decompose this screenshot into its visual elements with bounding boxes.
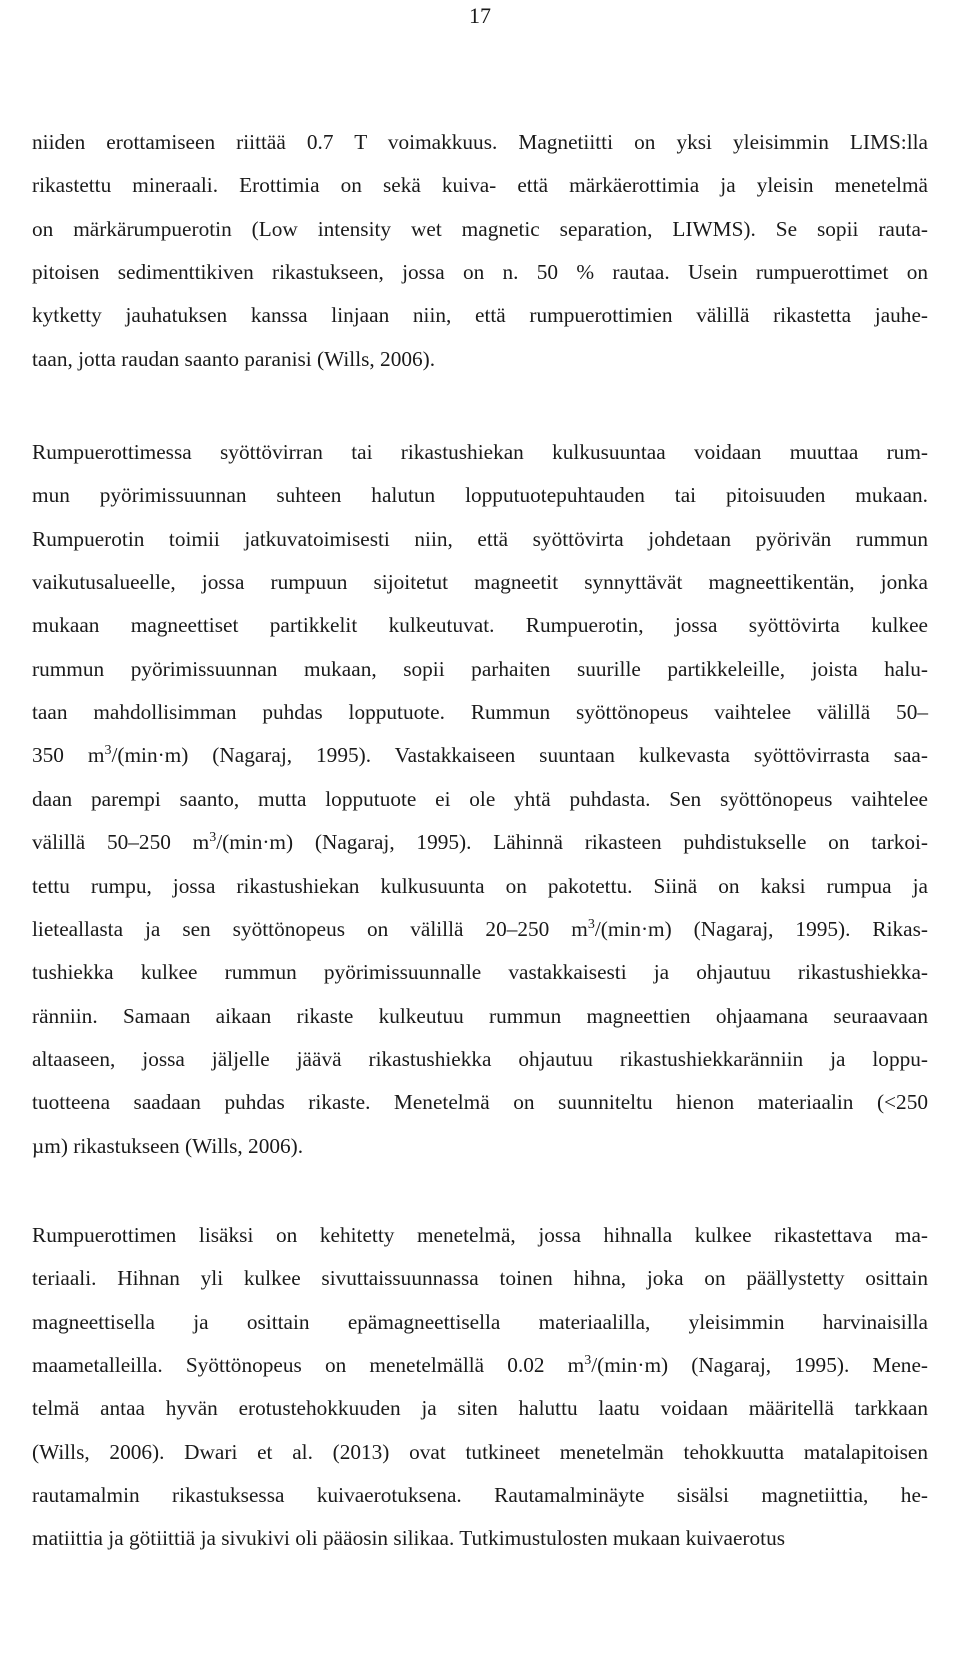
- text-run: daan parempi saanto, mutta lopputuote ei ole yhtä puhdasta. Sen syöttönopeus vaihtelee: [32, 786, 928, 811]
- text-line-content: [32, 1087, 928, 1117]
- text-line-content: [32, 567, 928, 597]
- text-line-content: [32, 1480, 928, 1510]
- text-line: [0, 1001, 960, 1031]
- text-line-content: [32, 1437, 928, 1467]
- text-run: mun pyörimissuunnan suhteen halutun lopputuotepuhtauden tai pitoisuuden mukaan.: [32, 483, 928, 508]
- text-run: 350 m: [32, 743, 105, 768]
- text-run: tettu rumpu, jossa rikastushiekan kulkusuunta on pakotettu. Siinä on kaksi rumpua ja: [32, 873, 928, 898]
- text-line: [0, 567, 960, 597]
- text-line: [0, 1523, 960, 1553]
- text-run: magneettisella ja osittain epämagneettisella materiaalilla, yleisimmin harvinaisilla: [32, 1309, 928, 1334]
- superscript: 3: [587, 916, 595, 932]
- text-line: [0, 610, 960, 640]
- text-line-content: [32, 1131, 303, 1161]
- text-run: mukaan magneettiset partikkelit kulkeutuvat. Rumpuerotin, jossa syöttövirta kulkee: [32, 613, 928, 638]
- text-line-content: [32, 1393, 928, 1423]
- text-line-content: [32, 480, 928, 510]
- text-line: [0, 697, 960, 727]
- text-line: [0, 257, 960, 287]
- text-line: [0, 214, 960, 244]
- text-run: taan mahdollisimman puhdas lopputuote. Rummun syöttönopeus vaihtelee välillä 50–: [32, 700, 928, 725]
- text-line: [0, 827, 960, 857]
- superscript: 3: [104, 743, 112, 759]
- text-run: vaikutusalueelle, jossa rumpuun sijoitetut magneetit synnyttävät magneettikentän, jonka: [32, 570, 928, 595]
- superscript: 3: [209, 830, 217, 846]
- text-line: [0, 127, 960, 157]
- text-run: tuotteena saadaan puhdas rikaste. Menetelmä on suunniteltu hienon materiaalin (<250: [32, 1090, 928, 1115]
- text-run: altaaseen, jossa jäljelle jäävä rikastushiekka ohjautuu rikastushiekkaränniin ja loppu-: [32, 1046, 928, 1071]
- text-line: [0, 300, 960, 330]
- superscript: 3: [584, 1353, 592, 1369]
- text-line: [0, 654, 960, 684]
- text-line: [0, 480, 960, 510]
- text-line: [0, 344, 960, 374]
- text-line: [0, 1263, 960, 1293]
- text-run: rikastettu mineraali. Erottimia on sekä kuiva- että märkäerottimia ja yleisin menetelmä: [32, 173, 928, 198]
- text-run: /(min·m) (Nagaraj, 1995). Rikas-: [594, 916, 928, 941]
- text-line-content: [32, 300, 928, 330]
- text-line-content: [32, 740, 928, 770]
- text-run: tushiekka kulkee rummun pyörimissuunnalle vastakkaisesti ja ohjautuu rikastushiekka-: [32, 960, 928, 985]
- text-line-content: [32, 257, 928, 287]
- text-line-content: [32, 127, 928, 157]
- text-run: /(min·m) (Nagaraj, 1995). Vastakkaiseen suuntaan kulkevasta syöttövirrasta saa-: [111, 743, 928, 768]
- text-line: [0, 437, 960, 467]
- text-line: [0, 1044, 960, 1074]
- text-line: [0, 1307, 960, 1337]
- text-line: [0, 1350, 960, 1380]
- text-line: [0, 957, 960, 987]
- text-line: [0, 1220, 960, 1250]
- text-run: (Wills, 2006). Dwari et al. (2013) ovat tutkineet menetelmän tehokkuutta matalapitoisen: [32, 1439, 928, 1464]
- text-line-content: [32, 170, 928, 200]
- text-run: pitoisen sedimenttikiven rikastukseen, jossa on n. 50 % rautaa. Usein rumpuerottimet on: [32, 260, 928, 285]
- text-run: Rumpuerottimen lisäksi on kehitetty menetelmä, jossa hihnalla kulkee rikastettava ma-: [32, 1223, 928, 1247]
- text-run: /(min·m) (Nagaraj, 1995). Lähinnä rikasteen puhdistukselle on tarkoi-: [216, 830, 928, 855]
- text-line: [0, 784, 960, 814]
- text-line-content: [32, 524, 928, 554]
- text-run: niiden erottamiseen riittää 0.7 T voimakkuus. Magnetiitti on yksi yleisimmin LIMS:lla: [32, 130, 928, 154]
- text-run: /(min·m) (Nagaraj, 1995). Mene-: [591, 1353, 929, 1378]
- text-run: on märkärumpuerotin (Low intensity wet magnetic separation, LIWMS). Se sopii rauta-: [32, 216, 928, 241]
- text-line-content: [32, 957, 928, 987]
- text-run: ränniin. Samaan aikaan rikaste kulkeutuu rummun magneettien ohjaamana seuraavaan: [32, 1003, 928, 1028]
- text-run: teriaali. Hihnan yli kulkee sivuttaissuunnassa toinen hihna, joka on päällystetty osittain: [32, 1266, 928, 1291]
- text-line-content: [32, 344, 435, 374]
- text-line: [0, 1087, 960, 1117]
- text-line-content: [32, 214, 928, 244]
- text-line: [0, 740, 960, 770]
- text-line-content: [32, 784, 928, 814]
- text-line: [0, 1437, 960, 1467]
- text-line-content: [32, 1523, 785, 1553]
- page-number: 17: [469, 3, 491, 28]
- text-line-content: [32, 1001, 928, 1031]
- text-line: [0, 914, 960, 944]
- text-run: kytketty jauhatuksen kanssa linjaan niin, että rumpuerottimien välillä rikastetta jauhe-: [32, 303, 928, 328]
- text-run: maametalleilla. Syöttönopeus on menetelmällä 0.02 m: [32, 1353, 585, 1378]
- text-line-content: [32, 1350, 928, 1380]
- text-run: matiittia ja götiittiä ja sivukivi oli pääosin silikaa. Tutkimustulosten mukaan kuivaerotus: [32, 1526, 786, 1551]
- text-run: Rumpuerottimessa syöttövirran tai rikastushiekan kulkusuuntaa voidaan muuttaa rum-: [32, 440, 928, 464]
- text-run: lieteallasta ja sen syöttönopeus on välillä 20–250 m: [32, 916, 588, 941]
- text-line-content: [32, 827, 928, 857]
- text-run: rummun pyörimissuunnan mukaan, sopii parhaiten suurille partikkeleille, joista halu-: [32, 656, 928, 681]
- text-line-content: [32, 437, 928, 467]
- text-line-content: [32, 1307, 928, 1337]
- text-line: [0, 871, 960, 901]
- text-line: [0, 1480, 960, 1510]
- text-run: taan, jotta raudan saanto paranisi (Wills, 2006).: [32, 346, 436, 371]
- text-line-content: [32, 1220, 928, 1250]
- text-run: välillä 50–250 m: [32, 830, 210, 855]
- text-line: [0, 1393, 960, 1423]
- text-line: [0, 524, 960, 554]
- text-run: µm) rikastukseen (Wills, 2006).: [32, 1133, 304, 1158]
- text-line-content: [32, 1263, 928, 1293]
- text-line: [0, 170, 960, 200]
- text-line-content: [32, 1044, 928, 1074]
- text-run: telmä antaa hyvän erotustehokkuuden ja siten haluttu laatu voidaan määritellä tarkkaan: [32, 1396, 928, 1421]
- text-line-content: [32, 610, 928, 640]
- text-line-content: [32, 654, 928, 684]
- text-run: rautamalmin rikastuksessa kuivaerotuksena. Rautamalminäyte sisälsi magnetiittia, he-: [32, 1483, 928, 1508]
- text-line-content: [32, 697, 928, 727]
- text-run: Rumpuerotin toimii jatkuvatoimisesti niin, että syöttövirta johdetaan pyörivän rummun: [32, 526, 928, 551]
- text-line-content: [32, 914, 928, 944]
- text-line: [0, 1131, 960, 1161]
- text-line-content: [32, 871, 928, 901]
